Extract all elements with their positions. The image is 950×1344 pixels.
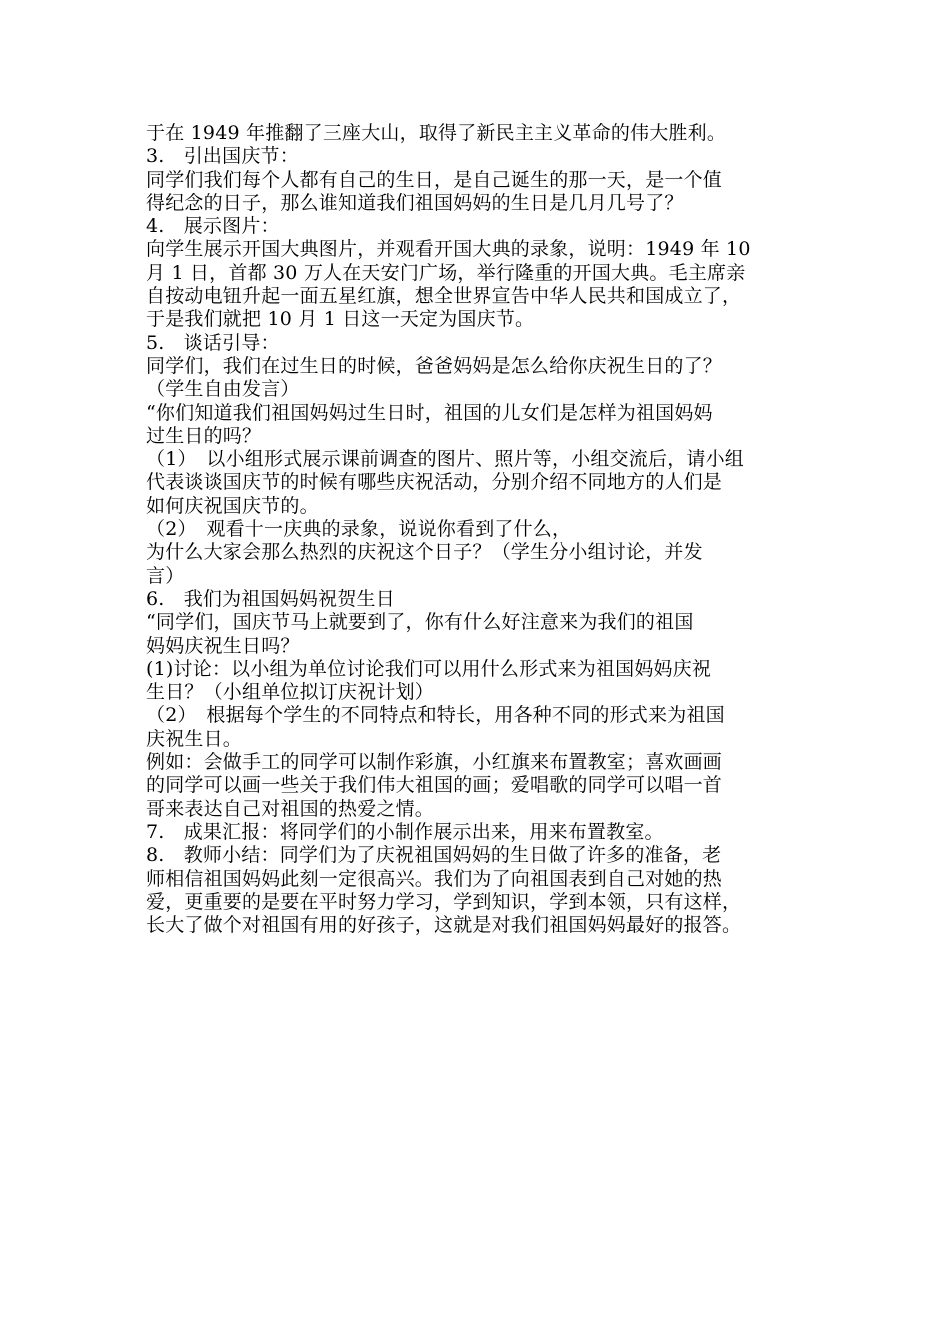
text-line: (1)讨论：以小组为单位讨论我们可以用什么形式来为祖国妈妈庆祝	[146, 657, 712, 680]
text-line: 3. 引出国庆节：	[146, 145, 299, 168]
text-line: 月 1 日，首都 30 万人在天安门广场，举行隆重的开国大典。毛主席亲	[146, 261, 746, 284]
text-line: 如何庆祝国庆节的。	[146, 494, 319, 517]
text-line: （2） 根据每个学生的不同特点和特长，用各种不同的形式来为祖国	[146, 704, 725, 727]
text-line: 哥来表达自己对祖国的热爱之情。	[146, 797, 435, 820]
text-line: 8. 教师小结：同学们为了庆祝祖国妈妈的生日做了许多的准备，老	[146, 844, 722, 867]
text-line: （2） 观看十一庆典的录象，说说你看到了什么，	[146, 518, 572, 541]
text-line: （1） 以小组形式展示课前调查的图片、照片等，小组交流后，请小组	[146, 448, 744, 471]
text-line: 于在 1949 年推翻了三座大山，取得了新民主主义革命的伟大胜利。	[146, 122, 727, 144]
text-line: 爱，更重要的是要在平时努力学习，学到知识，学到本领，只有这样，	[146, 890, 742, 913]
text-line: 长大了做个对祖国有用的好孩子，这就是对我们祖国妈妈最好的报答。	[146, 914, 742, 937]
document-body	[146, 122, 826, 937]
text-line: 例如：会做手工的同学可以制作彩旗，小红旗来布置教室；喜欢画画	[146, 751, 723, 774]
text-line: 自按动电钮升起一面五星红旗，想全世界宣告中华人民共和国成立了，	[146, 285, 742, 308]
text-line: 过生日的吗？	[146, 424, 262, 447]
text-line: （学生自由发言）	[146, 378, 300, 401]
text-line: 4. 展示图片：	[146, 215, 280, 238]
text-line: 生日？（小组单位拟订庆祝计划）	[146, 681, 435, 704]
text-line: 为什么大家会那么热烈的庆祝这个日子？（学生分小组讨论，并发	[146, 541, 703, 564]
text-line: 言）	[146, 564, 185, 587]
text-line: 庆祝生日。	[146, 727, 243, 750]
text-line: 妈妈庆祝生日吗？	[146, 634, 300, 657]
text-line: 代表谈谈国庆节的时候有哪些庆祝活动，分别介绍不同地方的人们是	[146, 471, 723, 494]
text-line: 7. 成果汇报：将同学们的小制作展示出来，用来布置教室。	[146, 820, 664, 843]
text-line: 同学们我们每个人都有自己的生日，是自己诞生的那一天，是一个值	[146, 168, 723, 191]
text-line: “同学们，国庆节马上就要到了，你有什么好注意来为我们的祖国	[146, 611, 694, 634]
text-line: 师相信祖国妈妈此刻一定很高兴。我们为了向祖国表到自己对她的热	[146, 867, 723, 890]
text-line: 得纪念的日子，那么谁知道我们祖国妈妈的生日是几月几号了？	[146, 191, 684, 214]
text-line: 向学生展示开国大典图片，并观看开国大典的录象，说明：1949 年 10	[146, 238, 751, 261]
text-line: 同学们，我们在过生日的时候，爸爸妈妈是怎么给你庆祝生日的了？	[146, 354, 723, 377]
text-line: 于是我们就把 10 月 1 日这一天定为国庆节。	[146, 308, 535, 331]
text-line: 5. 谈话引导：	[146, 331, 280, 354]
text-line: “你们知道我们祖国妈妈过生日时，祖国的儿女们是怎样为祖国妈妈	[146, 401, 713, 424]
text-line: 6. 我们为祖国妈妈祝贺生日	[146, 587, 395, 610]
text-line: 的同学可以画一些关于我们伟大祖国的画；爱唱歌的同学可以唱一首	[146, 774, 723, 797]
